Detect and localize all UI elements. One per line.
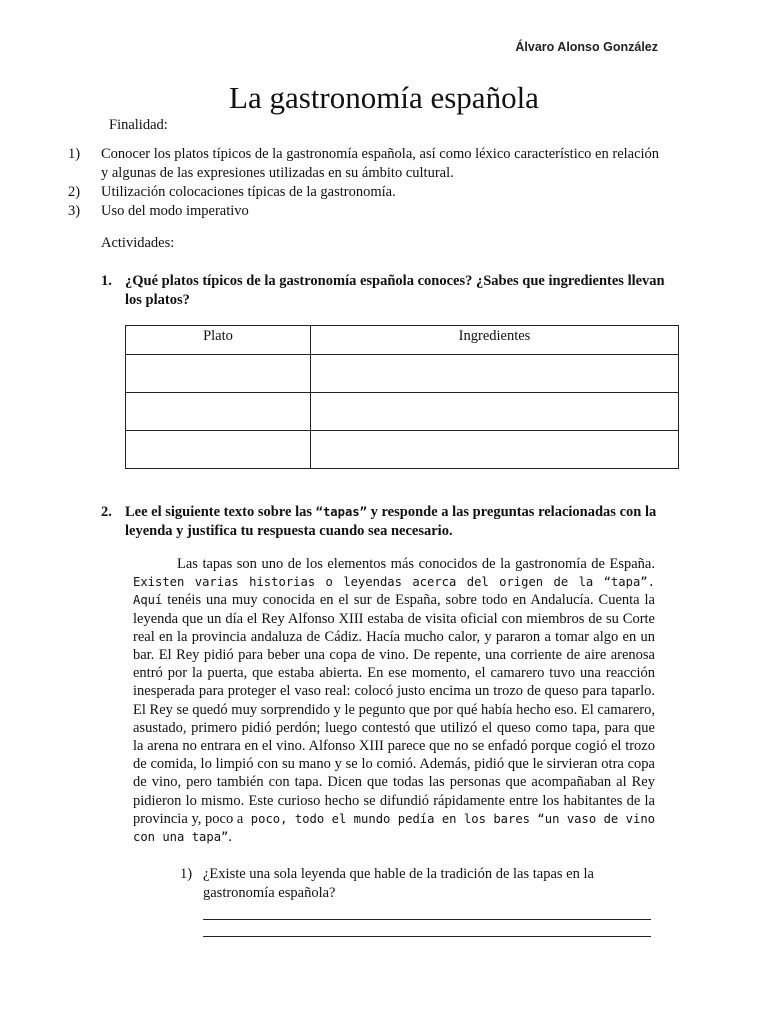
purpose-item-number: 3) bbox=[68, 203, 81, 219]
ingredients-cell[interactable] bbox=[311, 393, 679, 431]
legend-text-part: poco, todo el mundo pedía en los bares “un vaso de vino con una tapa” bbox=[133, 811, 655, 845]
question-text-part: Lee el siguiente texto sobre las bbox=[125, 504, 312, 520]
dishes-table bbox=[125, 325, 679, 469]
legend-text-part: Existen varias historias o leyendas acerca del origen de la “tapa”. Aquí bbox=[133, 575, 655, 608]
question-2 bbox=[101, 503, 661, 541]
ingredients-cell[interactable] bbox=[311, 431, 679, 469]
legend-text bbox=[133, 555, 655, 846]
sub-question-number: 1) bbox=[180, 866, 193, 882]
purpose-item-text: Uso del modo imperativo bbox=[101, 203, 249, 219]
purpose-item bbox=[68, 145, 668, 183]
dish-cell[interactable] bbox=[126, 355, 311, 393]
question-1 bbox=[101, 272, 671, 310]
ingredients-cell[interactable] bbox=[311, 355, 679, 393]
purpose-item bbox=[68, 202, 668, 221]
answer-line[interactable] bbox=[203, 920, 651, 937]
dish-cell[interactable] bbox=[126, 431, 311, 469]
answer-line[interactable] bbox=[203, 903, 651, 920]
legend-text-part: Las tapas son uno de los elementos más conocidos de la gastronomía de España. bbox=[177, 556, 655, 572]
legend-paragraph bbox=[133, 555, 655, 846]
question-number: 1. bbox=[101, 273, 112, 289]
legend-text-part: . bbox=[228, 829, 233, 846]
purpose-list bbox=[68, 145, 668, 221]
table-row bbox=[126, 431, 679, 469]
activities-label: Actividades: bbox=[101, 235, 175, 251]
author-name: Álvaro Alonso González bbox=[515, 40, 658, 54]
purpose-item-text: Utilización colocaciones típicas de la gastronomía. bbox=[101, 184, 396, 200]
table-header-row bbox=[126, 326, 679, 355]
sub-question-1 bbox=[180, 865, 660, 937]
question-text: ¿Qué platos típicos de la gastronomía española conoces? ¿Sabes que ingredientes llevan los platos? bbox=[125, 273, 665, 308]
purpose-item-number: 2) bbox=[68, 184, 81, 200]
question-text-part: y responde a las preguntas relacionadas con la leyenda y justifica tu respuesta cuando sea necesario. bbox=[125, 504, 657, 539]
table-row bbox=[126, 393, 679, 431]
question-number: 2. bbox=[101, 504, 112, 520]
purpose-label: Finalidad: bbox=[109, 117, 168, 133]
purpose-item-text: Conocer los platos típicos de la gastronomía española, así como léxico característico en relación y algunas de las expresiones utilizadas en su ámbito cultural. bbox=[101, 146, 660, 181]
sub-question-text: ¿Existe una sola leyenda que hable de la tradición de las tapas en la gastronomía española? bbox=[203, 866, 594, 901]
column-header-ingredients: Ingredientes bbox=[311, 326, 679, 355]
question-text bbox=[125, 503, 661, 541]
purpose-item bbox=[68, 183, 668, 202]
column-header-dish: Plato bbox=[126, 326, 311, 355]
dish-cell[interactable] bbox=[126, 393, 311, 431]
tapas-word: “tapas” bbox=[315, 505, 367, 519]
table-row bbox=[126, 355, 679, 393]
page-title: La gastronomía española bbox=[229, 80, 539, 115]
legend-text-part: tenéis una muy conocida en el sur de España, sobre todo en Andalucía. Cuenta la leyenda que un día el Rey Alfonso XIII estaba de visita oficial con miembros de su Corte real en la provincia andaluza de Cádiz. Hacía mucho calor, y pararon a tomar algo en un bar. El Rey pidió para beber una copa de vino. De repente, una corriente de aire arenosa entró por la puerta, que estaba abierta. En ese momento, el camarero tuvo una reacción inesperada para proteger el vaso real: colocó justo encima un trozo de queso para taparlo. El Rey se quedó muy sorprendido y le pegunto que por qué había hecho eso. El camarero, asustado, primero pidió perdón; luego contestó que utilizó el queso como tapa, para que la arena no entrara en el vino. Alfonso XIII parece que no se enfadó porque cogió el trozo de comida, lo limpió con su mano y se lo comió. Además, pidió que le sirvieran otra copa de vino, pero también con tapa. Dicen que todas las personas que acompañaban al Rey pidieron lo mismo. Este curioso hecho se difundió rápidamente entre los habitantes de la provincia y, poco a bbox=[133, 592, 655, 827]
purpose-item-number: 1) bbox=[68, 146, 81, 162]
